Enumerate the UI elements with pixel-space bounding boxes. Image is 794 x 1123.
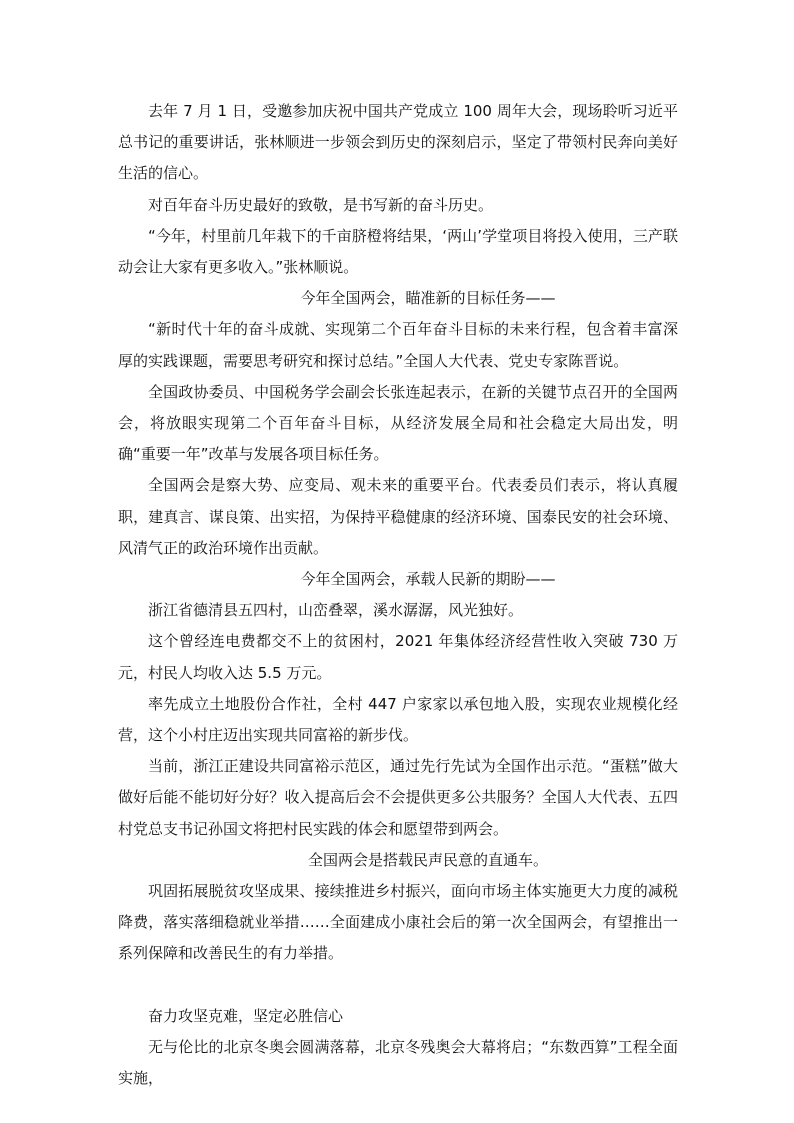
paragraph-gap — [118, 970, 678, 1001]
section-heading-1: 今年全国两会，瞄准新的目标任务—— — [300, 289, 556, 308]
paragraph-9: 浙江省德清县五四村，山峦叠翠，溪水潺潺，风光独好。 — [148, 601, 524, 620]
paragraph-2: 对百年奋斗历史最好的致敬，是书写新的奋斗历史。 — [148, 195, 494, 214]
paragraph-10: 这个曾经连电费都交不上的贫困村，2021 年集体经济经营性收入突破 730 万元，村民人均收入达 5.5 万元。 — [118, 632, 678, 682]
paragraph-11: 率先成立土地股份合作社，全村 447 户家家以承包地入股，实现农业规模化经营，这个小村庄迈出实现共同富裕的新步伐。 — [118, 694, 678, 745]
section-heading-2: 今年全国两会，承载人民新的期盼—— — [300, 570, 556, 589]
paragraph-5: “新时代十年的奋斗成就、实现第二个百年奋斗目标的未来行程，包含着丰富深厚的实践课题，需要思考研究和探讨总结。”全国人大代表、党史专家陈晋说。 — [118, 320, 678, 370]
paragraph-1: 去年 7 月 1 日，受邀参加庆祝中国共产党成立 100 周年大会，现场聆听习近平总书记的重要讲话，张林顺进一步领会到历史的深刻启示，坚定了带领村民奔向美好生活的信心。 — [118, 102, 678, 183]
paragraph-6: 全国政协委员、中国税务学会副会长张连起表示，在新的关键节点召开的全国两会，将放眼实现第二个百年奋斗目标，从经济发展全局和社会稳定大局出发，明确“重要一年”改革与发展各项目标任务。 — [118, 382, 678, 464]
section-title: 奋力攻坚克难，坚定必胜信心 — [148, 1006, 344, 1025]
section-heading-3: 全国两会是搭载民声民意的直通车。 — [307, 850, 548, 869]
paragraph-7: 全国两会是察大势、应变局、观未来的重要平台。代表委员们表示，将认真履职，建真言、谋良策、出实招，为保持平稳健康的经济环境、国泰民安的社会环境、风清气正的政治环境作出贡献。 — [118, 476, 678, 557]
paragraph-3: “今年，村里前几年栽下的千亩脐橙将结果，‘两山’学堂项目将投入使用，三产联动会让大家有更多收入。”张林顺说。 — [118, 226, 678, 277]
document-body — [118, 96, 678, 1094]
paragraph-12: 当前，浙江正建设共同富裕示范区，通过先行先试为全国作出示范。“蛋糕”做大做好后能不能切好分好？收入提高后会不会提供更多公共服务？全国人大代表、五四村党总支书记孙国文将把村民实践的体会和愿望带到两会。 — [118, 757, 678, 838]
paragraph-14: 巩固拓展脱贫攻坚成果、接续推进乡村振兴，面向市场主体实施更大力度的减税降费，落实落细稳就业举措……全面建成小康社会后的第一次全国两会，有望推出一系列保障和改善民生的有力举措。 — [118, 882, 678, 963]
paragraph-16: 无与伦比的北京冬奥会圆满落幕，北京冬残奥会大幕将启；“东数西算”工程全面实施， — [118, 1037, 678, 1088]
